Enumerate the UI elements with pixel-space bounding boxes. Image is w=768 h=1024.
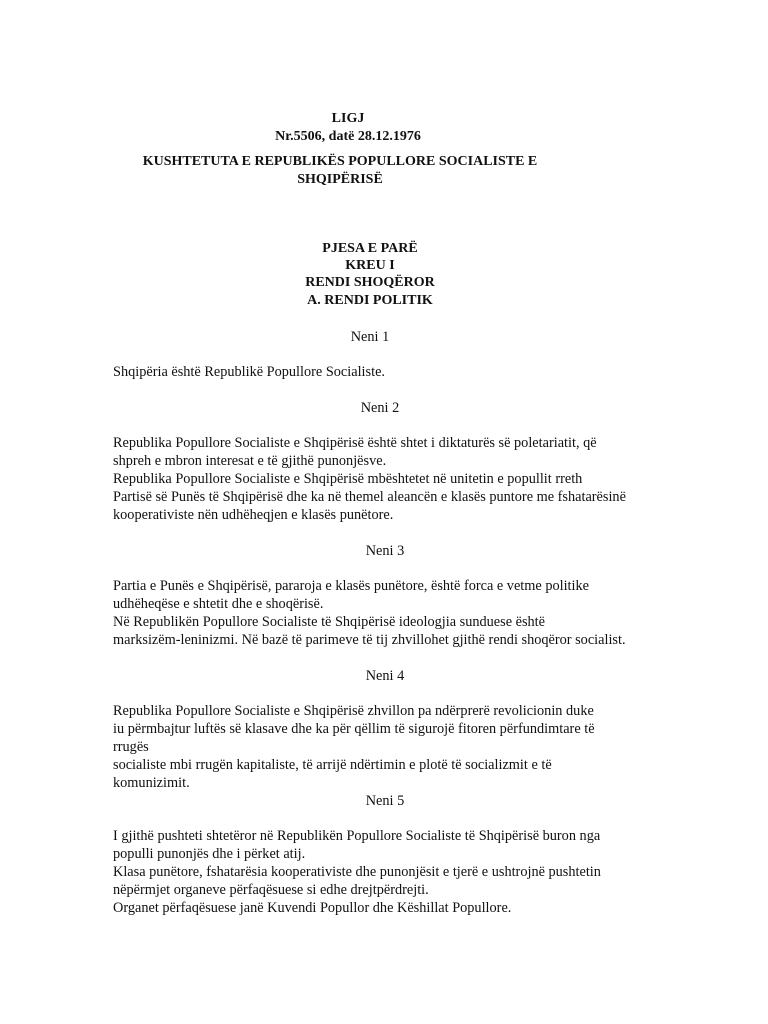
article-title: Neni 2 [360,400,400,416]
chapter-heading: KREU I [345,258,395,273]
article-body [113,577,673,649]
text-line: shpreh e mbron interesat e të gjithë punonjësve. [113,453,387,469]
article-title: Neni 3 [365,543,405,559]
text-line: kooperativiste nën udhëheqjen e klasës punëtore. [113,507,394,523]
text-line: Republika Popullore Socialiste e Shqipërisë mbështetet në unitetin e popullit rreth [113,471,583,487]
political-order-heading: A. RENDI POLITIK [307,293,433,308]
article-body [113,827,673,917]
article-title: Neni 1 [350,329,390,345]
text-line: komunizimit. [113,775,190,791]
article-body [113,434,673,524]
article-body [113,363,673,381]
text-line: Republika Popullore Socialiste e Shqipërisë është shtet i diktaturës së poletariatit, që [113,435,597,451]
text-line: populli punonjës dhe i përket atij. [113,846,306,862]
text-line: iu përmbajtur luftës së klasave dhe ka për qëllim të sigurojë fitoren përfundimtare të [113,721,595,737]
text-line: Klasa punëtore, fshatarësia kooperativiste dhe punonjësit e tjerë e ushtrojnë pushtetin [113,864,601,880]
text-line: Partisë së Punës të Shqipërisë dhe ka në themel aleancën e klasës puntore me fshatarësinë [113,489,626,505]
text-line: Republika Popullore Socialiste e Shqipërisë zhvillon pa ndërprerë revolicionin duke [113,703,594,719]
text-line: I gjithë pushteti shtetëror në Republikën Popullore Socialiste të Shqipërisë buron nga [113,828,601,844]
text-line: nëpërmjet organeve përfaqësuese si edhe drejtpërdrejti. [113,882,429,898]
text-line: marksizëm-leninizmi. Në bazë të parimeve të tij zhvillohet gjithë rendi shoqëror socialist. [113,632,626,648]
text-line: rrugës [113,739,149,755]
text-line: udhëheqëse e shtetit dhe e shoqërisë. [113,596,324,612]
text-line: Organet përfaqësuese janë Kuvendi Popullor dhe Këshillat Popullore. [113,900,512,916]
article-title: Neni 5 [365,793,405,809]
law-label: LIGJ [331,111,365,126]
text-line: Partia e Punës e Shqipërisë, pararoja e klasës punëtore, është forca e vetme politike [113,578,589,594]
constitution-title-line2: SHQIPËRISË [297,172,383,187]
text-line: socialiste mbi rrugën kapitaliste, të arrijë ndërtimin e plotë të socializmit e të [113,757,552,773]
order-heading: RENDI SHOQËROR [305,275,435,290]
constitution-title-line1: KUSHTETUTA E REPUBLIKËS POPULLORE SOCIALISTE E [142,154,538,169]
text-line: Në Republikën Popullore Socialiste të Shqipërisë ideologjia sunduese është [113,614,545,630]
article-title: Neni 4 [365,668,405,684]
law-number: Nr.5506, datë 28.12.1976 [275,129,421,144]
article-body [113,702,673,792]
text-line: Shqipëria është Republikë Popullore Socialiste. [113,364,385,380]
part-heading: PJESA E PARË [322,241,418,256]
